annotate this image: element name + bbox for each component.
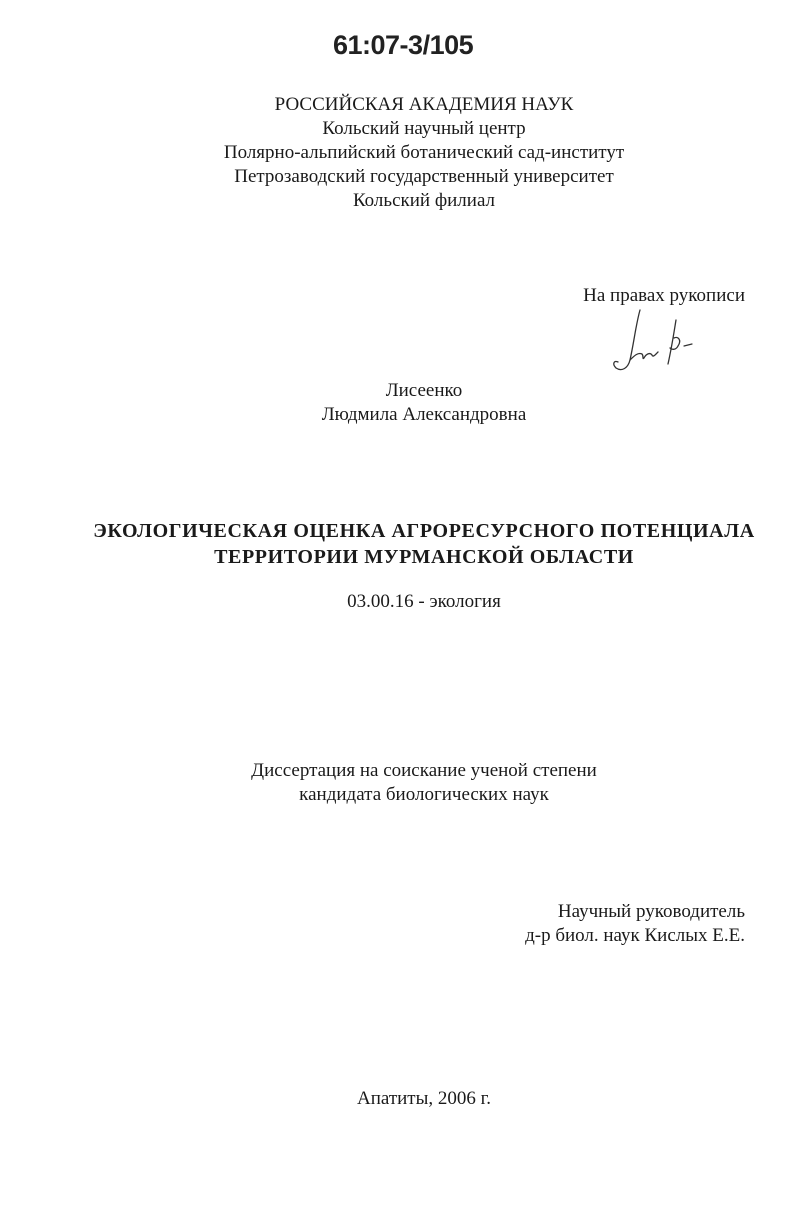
manuscript-rights: На правах рукописи (583, 285, 745, 306)
institution-line-2: Кольский научный центр (322, 118, 526, 139)
supervisor-name: д-р биол. наук Кислых Е.Е. (525, 925, 745, 946)
institution-line-4: Петрозаводский государственный университет (234, 166, 614, 187)
institution-line-5: Кольский филиал (352, 190, 496, 211)
title-line-2: ТЕРРИТОРИИ МУРМАНСКОЙ ОБЛАСТИ (214, 546, 634, 568)
dissertation-title (0, 518, 797, 570)
institution-line-1: РОССИЙСКАЯ АКАДЕМИЯ НАУК (274, 94, 574, 115)
degree-line-1: Диссертация на соискание ученой степени (251, 760, 597, 781)
title-line-1: ЭКОЛОГИЧЕСКАЯ ОЦЕНКА АГРОРЕСУРСНОГО ПОТЕНЦИАЛА (93, 520, 755, 542)
author-given-names: Людмила Александровна (321, 404, 527, 425)
place-year: Апатиты, 2006 г. (356, 1088, 492, 1109)
degree-line-2: кандидата биологических наук (299, 784, 549, 805)
institution-line-3: Полярно-альпийский ботанический сад-институт (223, 142, 625, 163)
supervisor-role: Научный руководитель (557, 901, 745, 922)
archive-stamp: 61:07-3/105 (333, 30, 474, 60)
signature-image (600, 302, 700, 382)
specialty-code: 03.00.16 - экология (347, 591, 501, 612)
author-surname: Лисеенко (385, 380, 463, 401)
